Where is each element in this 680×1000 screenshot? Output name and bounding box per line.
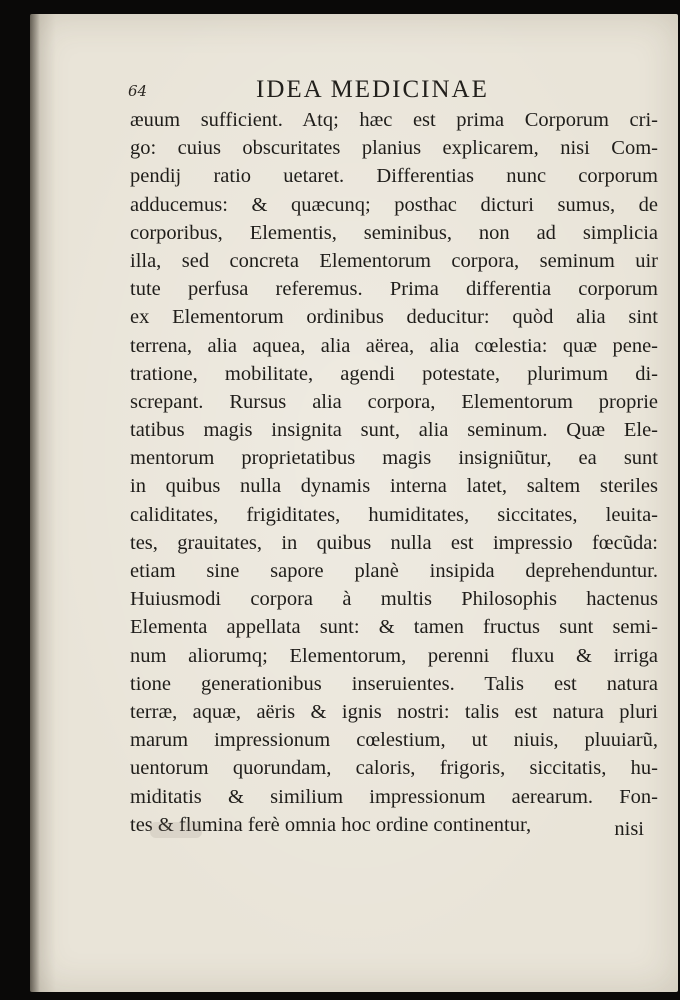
text-line: illa, sed concreta Elementorum corpora, seminum uir <box>130 249 658 272</box>
text-line: tes & flumina ferè omnia hoc ordine continentur, <box>130 813 532 836</box>
text-line: caliditates, frigiditates, humiditates, siccitates, leuita- <box>130 503 658 526</box>
text-line: Elementa appellata sunt: & tamen fructus sunt semi- <box>130 616 658 639</box>
body-text <box>130 106 658 839</box>
text-line: miditatis & similium impressionum aerearum. Fon- <box>130 785 658 808</box>
text-line: uentorum quorundam, caloris, frigoris, siccitatis, hu- <box>130 757 658 780</box>
text-line: num aliorumq; Elementorum, perenni fluxu & irriga <box>130 644 658 667</box>
text-line: Huiusmodi corpora à multis Philosophis hactenus <box>130 588 658 611</box>
text-line: tione generationibus inseruientes. Talis est natura <box>130 672 658 695</box>
text-line: in quibus nulla dynamis interna latet, saltem steriles <box>130 475 658 498</box>
text-line: go: cuius obscuritates planius explicarem, nisi Com- <box>130 137 658 160</box>
text-line: tes, grauitates, in quibus nulla est impressio fœcũda: <box>130 531 658 554</box>
text-line: adducemus: & quæcunq; posthac dicturi sumus, de <box>130 193 658 216</box>
text-line: æuum sufficient. Atq; hæc est prima Corporum cri- <box>130 109 658 131</box>
page-number: 64 <box>128 82 148 100</box>
text-line: ex Elementorum ordinibus deducitur: quòd alia sint <box>130 306 658 329</box>
page-gutter-shadow <box>30 14 40 992</box>
text-line: terræ, aquæ, aëris & ignis nostri: talis est natura pluri <box>130 700 658 723</box>
catchword: nisi <box>614 818 644 840</box>
text-line: etiam sine sapore planè insipida deprehenduntur. <box>130 560 658 582</box>
ink-smudge <box>150 822 202 838</box>
text-line: mentorum proprietatibus magis insigniũtur, ea sunt <box>130 447 658 470</box>
running-head: IDEA MEDICINAE <box>256 76 489 103</box>
text-line: tratione, mobilitate, agendi potestate, plurimum di- <box>130 362 658 385</box>
text-line: pendij ratio uetaret. Differentias nunc corporum <box>130 165 658 188</box>
text-line: marum impressionum cœlestium, ut niuis, pluuiarũ, <box>130 729 658 752</box>
text-line: tute perfusa referemus. Prima differentia corporum <box>130 278 658 301</box>
text-line: screpant. Rursus alia corpora, Elementorum proprie <box>130 390 658 413</box>
text-line: tatibus magis insignita sunt, alia seminum. Quæ Ele- <box>130 419 658 442</box>
text-line: corporibus, Elementis, seminibus, non ad simplicia <box>130 221 658 244</box>
text-line: terrena, alia aquea, alia aërea, alia cœlestia: quæ pene- <box>130 334 658 357</box>
